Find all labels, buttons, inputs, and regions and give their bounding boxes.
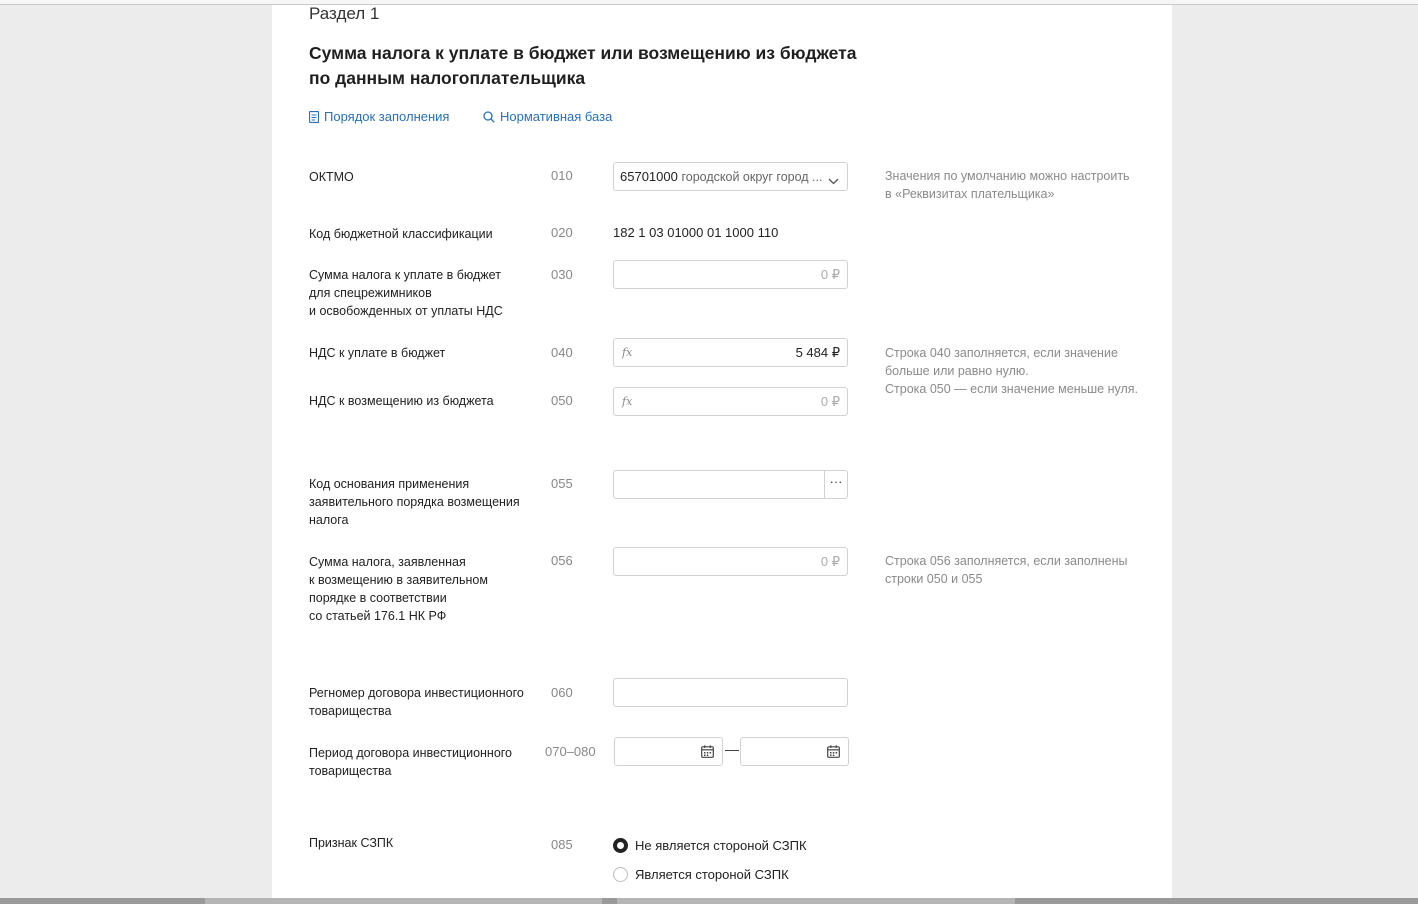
document-icon (309, 111, 319, 123)
oktmo-value: 65701000 городской округ город ... (620, 169, 823, 184)
row050-label: НДС к возмещению из бюджета (309, 394, 494, 408)
title-line-2: по данным налогоплательщика (309, 68, 586, 88)
hint-line: Строка 050 — если значение меньше нуля. (885, 382, 1138, 396)
label-line: для спецрежимников (309, 286, 432, 300)
hint-line: больше или равно нулю. (885, 364, 1029, 378)
label-line: и освобожденных от уплаты НДС (309, 304, 503, 318)
row030-input[interactable] (613, 260, 848, 289)
sezpk-radio-not-party[interactable] (613, 838, 807, 853)
label-line: заявительного порядка возмещения (309, 495, 520, 509)
row050-input[interactable] (613, 387, 848, 416)
row030-value: 0 ₽ (820, 267, 840, 282)
row030-code: 030 (551, 267, 573, 282)
label-line: со статьей 176.1 НК РФ (309, 609, 447, 623)
filling-order-label: Порядок заполнения (324, 109, 450, 124)
scrollbar-segment[interactable] (205, 898, 602, 904)
radio-label: Не является стороной СЗПК (635, 838, 807, 853)
row040-label: НДС к уплате в бюджет (309, 346, 446, 360)
row060-code: 060 (551, 685, 573, 700)
row070-label (309, 744, 534, 780)
normative-base-link[interactable] (483, 109, 612, 124)
label-line: товарищества (309, 764, 392, 778)
row060-label (309, 684, 544, 720)
hint-line: Строка 056 заполняется, если заполнены (885, 554, 1128, 568)
title-line-1: Сумма налога к уплате в бюджет или возмещению из бюджета (309, 43, 857, 63)
label-line: Сумма налога к уплате в бюджет (309, 268, 501, 282)
formula-icon: fx (622, 395, 633, 408)
ellipsis-icon[interactable]: ··· (824, 471, 847, 498)
label-line: Регномер договора инвестиционного (309, 686, 524, 700)
section-label: Раздел 1 (309, 5, 380, 23)
page-title (309, 41, 909, 91)
row050-code: 050 (551, 393, 573, 408)
scrollbar-segment[interactable] (617, 898, 1015, 904)
hint-line: строки 050 и 055 (885, 572, 983, 586)
horizontal-scrollbar[interactable] (0, 898, 1418, 904)
row085-code: 085 (551, 837, 573, 852)
row085-label: Признак СЗПК (309, 836, 394, 850)
hint-line: в «Реквизитах плательщика» (885, 187, 1055, 201)
label-line: порядке в соответствии (309, 591, 447, 605)
row056-hint (885, 552, 1145, 588)
formula-icon: fx (622, 346, 633, 359)
row055-code: 055 (551, 476, 573, 491)
row055-input[interactable] (613, 470, 848, 499)
label-line: налога (309, 513, 349, 527)
oktmo-select[interactable] (613, 162, 848, 191)
chevron-down-icon (828, 173, 839, 188)
oktmo-hint (885, 167, 1145, 203)
row060-input[interactable] (613, 678, 848, 707)
period-start-date[interactable] (614, 737, 723, 766)
row040-value: 5 484 ₽ (795, 345, 840, 360)
radio-label: Является стороной СЗПК (635, 867, 789, 882)
label-line: Период договора инвестиционного (309, 746, 513, 760)
row056-input[interactable] (613, 547, 848, 576)
row030-label (309, 266, 534, 320)
label-line: Сумма налога, заявленная (309, 555, 466, 569)
row050-value: 0 ₽ (820, 394, 840, 409)
row040-hint (885, 344, 1145, 398)
sezpk-radio-party[interactable] (613, 867, 789, 882)
filling-order-link[interactable] (309, 109, 449, 124)
row056-label (309, 553, 534, 625)
label-line: товарищества (309, 704, 392, 718)
form-page (272, 5, 1172, 898)
label-line: Код основания применения (309, 477, 470, 491)
period-end-date[interactable] (740, 737, 849, 766)
row056-code: 056 (551, 553, 573, 568)
hint-line: Строка 040 заполняется, если значение (885, 346, 1118, 360)
label-line: к возмещению в заявительном (309, 573, 488, 587)
row056-value: 0 ₽ (820, 554, 840, 569)
row070-code: 070–080 (545, 744, 596, 759)
hint-line: Значения по умолчанию можно настроить (885, 169, 1130, 183)
row055-label (309, 475, 534, 529)
row040-code: 040 (551, 345, 573, 360)
normative-base-label: Нормативная база (500, 109, 613, 124)
oktmo-code: 010 (551, 168, 573, 183)
kbk-value: 182 1 03 01000 01 1000 110 (613, 225, 779, 240)
kbk-label: Код бюджетной классификации (309, 227, 493, 241)
search-icon (483, 111, 495, 123)
calendar-icon[interactable] (701, 745, 714, 763)
kbk-code: 020 (551, 225, 573, 240)
radio-unchecked-icon[interactable] (613, 867, 628, 882)
oktmo-label: ОКТМО (309, 170, 354, 184)
calendar-icon[interactable] (827, 745, 840, 763)
row040-input[interactable] (613, 338, 848, 367)
period-dash: — (725, 741, 739, 757)
radio-checked-icon[interactable] (613, 838, 628, 853)
